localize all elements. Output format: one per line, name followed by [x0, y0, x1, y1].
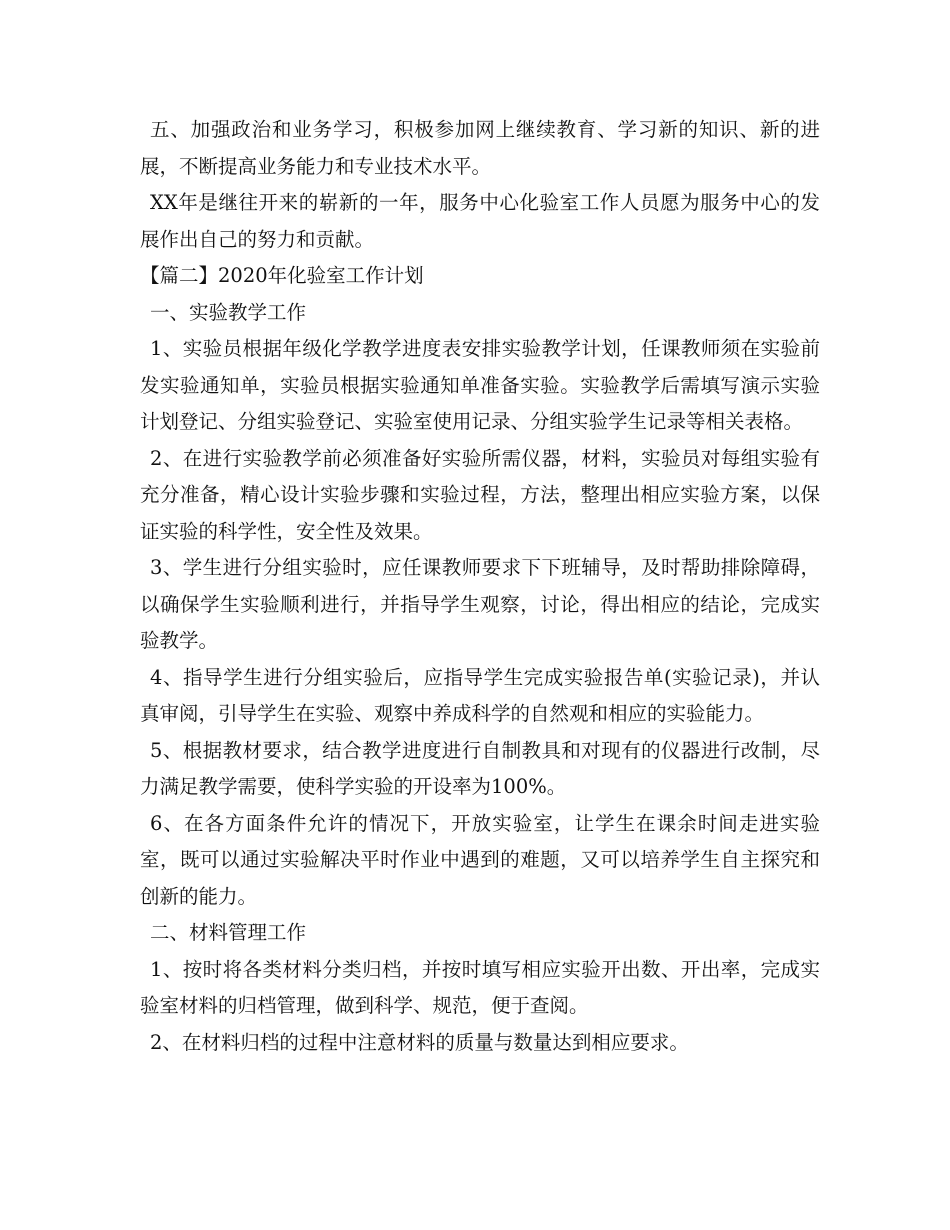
- document-page: [140, 112, 820, 1061]
- section-title: 【篇二】2020年化验室工作计划: [140, 264, 424, 287]
- list-item: 2、在材料归档的过程中注意材料的质量与数量达到相应要求。: [150, 1030, 689, 1054]
- list-item: 1、按时将各类材料分类归档，并按时填写相应实验开出数、开出率，完成实验室材料的归档管理，做到科学、规范，便于查阅。: [140, 957, 820, 1017]
- heading-experiment-teaching: 一、实验教学工作: [150, 300, 307, 324]
- heading-material-management: 二、材料管理工作: [150, 921, 307, 944]
- paragraph-closing: XX年是继往开来的崭新的一年，服务中心化验室工作人员愿为服务中心的发展作出自己的努力和贡献。: [140, 191, 820, 251]
- list-item: 4、指导学生进行分组实验后，应指导学生完成实验报告单(实验记录)，并认真审阅，引导学生在实验、观察中养成科学的自然观和相应的实验能力。: [140, 665, 820, 725]
- list-item: 3、学生进行分组实验时，应任课教师要求下下班辅导，及时帮助排除障碍，以确保学生实验顺利进行，并指导学生观察，讨论，得出相应的结论，完成实验教学。: [140, 556, 820, 652]
- list-item: 6、在各方面条件允许的情况下，开放实验室，让学生在课余时间走进实验室，既可以通过实验解决平时作业中遇到的难题，又可以培养学生自主探究和创新的能力。: [140, 811, 820, 908]
- list-item: 2、在进行实验教学前必须准备好实验所需仪器，材料，实验员对每组实验有充分准备，精心设计实验步骤和实验过程，方法，整理出相应实验方案，以保证实验的科学性，安全性及效果。: [140, 446, 820, 543]
- list-item: 1、实验员根据年级化学教学进度表安排实验教学计划，任课教师须在实验前发实验通知单，实验员根据实验通知单准备实验。实验教学后需填写演示实验计划登记、分组实验登记、实验室使用记录、分组实验学生记录等相关表格。: [140, 337, 820, 433]
- paragraph-study: 五、加强政治和业务学习，积极参加网上继续教育、学习新的知识、新的进展，不断提高业务能力和专业技术水平。: [140, 118, 820, 178]
- list-item: 5、根据教材要求，结合教学进度进行自制教具和对现有的仪器进行改制，尽力满足教学需要，使科学实验的开设率为100%。: [140, 738, 820, 798]
